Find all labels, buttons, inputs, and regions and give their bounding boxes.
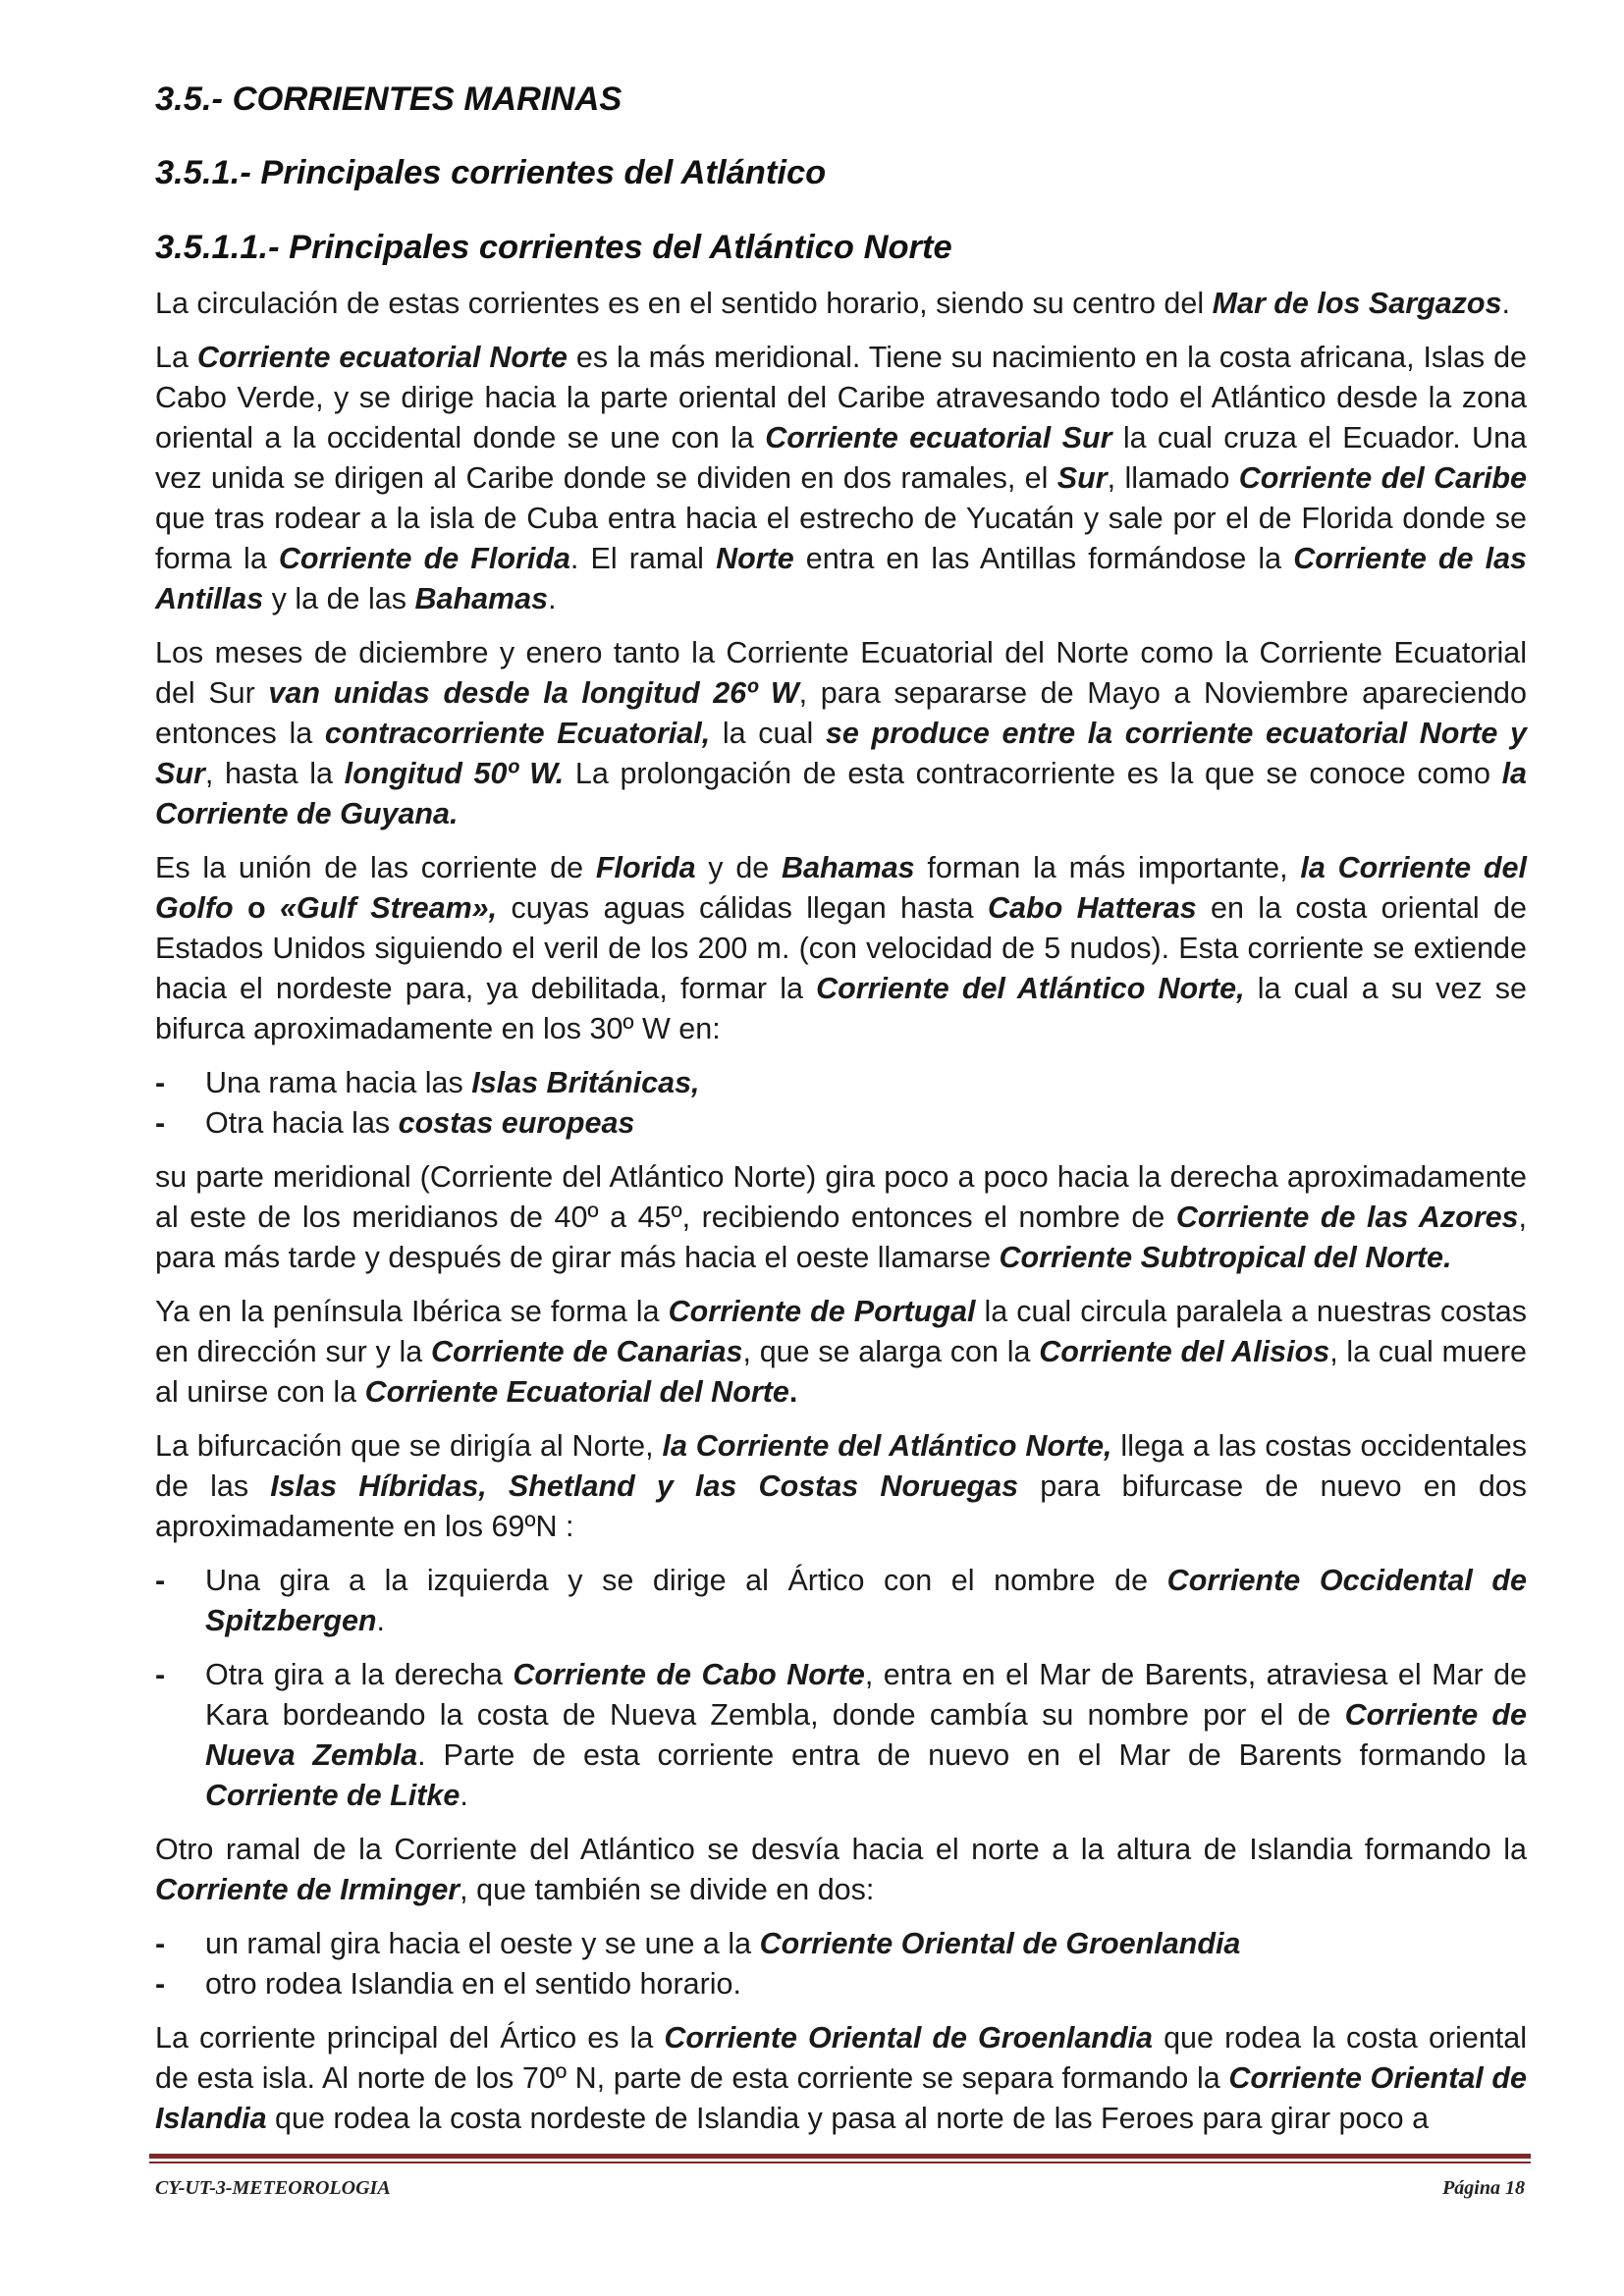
document-page xyxy=(155,77,1527,2153)
branch-list-3 xyxy=(155,1924,1527,2004)
list-item: - otro rodea Islandia en el sentido horario. xyxy=(155,1964,1527,2004)
footer-page-number: Página 18 xyxy=(1442,2177,1525,2199)
footer-document-code: CY-UT-3-METEOROLOGIA xyxy=(155,2177,391,2199)
paragraph-7: La bifurcación que se dirigía al Norte, la Corriente del Atlántico Norte, llega a las costas occidentales de las Islas Híbridas, Shetland y las Costas Noruegas para bifurcase de nuevo en dos aproximadamente en los 69ºN : xyxy=(155,1429,1527,1543)
paragraph-9: La corriente principal del Ártico es la Corriente Oriental de Groenlandia que rodea la costa oriental de esta isla. Al norte de los 70º N, parte de esta corriente se separa formando la Corriente Oriental de Islandia que rodea la costa nordeste de Islandia y pasa al norte de las Feroes para girar poco a xyxy=(155,2021,1527,2135)
paragraph-8: Otro ramal de la Corriente del Atlántico se desvía hacia el norte a la altura de Islandia formando la Corriente de Irminger, que también se divide en dos: xyxy=(155,1833,1527,1906)
paragraph-5: su parte meridional (Corriente del Atlántico Norte) gira poco a poco hacia la derecha aproximadamente al este de los meridianos de 40º a 45º, recibiendo entonces el nombre de Corriente de las Azores, para más tarde y después de girar más hacia el oeste llamarse Corriente Subtropical del Norte. xyxy=(155,1160,1527,1274)
footer-divider-thin xyxy=(149,2162,1531,2163)
section-heading-3-5: 3.5.- CORRIENTES MARINAS xyxy=(155,80,623,118)
branch-list-2 xyxy=(155,1561,1527,1816)
list-item: - Otra hacia las costas europeas xyxy=(155,1103,1527,1144)
list-item: - Una gira a la izquierda y se dirige al Ártico con el nombre de Corriente Occidental de Spitzbergen. xyxy=(155,1561,1527,1641)
paragraph-6: Ya en la península Ibérica se forma la Corriente de Portugal la cual circula paralela a nuestras costas en dirección sur y la Corriente de Canarias, que se alarga con la Corriente del Alisios, la cual muere al unirse con la Corriente Ecuatorial del Norte. xyxy=(155,1295,1528,1409)
section-heading-3-5-1: 3.5.1.- Principales corrientes del Atlántico xyxy=(155,154,827,191)
paragraph-4: Es la unión de las corriente de Florida y de Bahamas forman la más importante, la Corriente del Golfo o «Gulf Stream», cuyas aguas cálidas llegan hasta Cabo Hatteras en la costa oriental de Estados Unidos siguiendo el veril de los 200 m. (con velocidad de 5 nudos). Esta corriente se extiende hacia el nordeste para, ya debilitada, formar la Corriente del Atlántico Norte, la cual a su vez se bifurca aproximadamente en los 30º W en: xyxy=(155,851,1527,1045)
branch-list-1 xyxy=(155,1063,1527,1144)
list-item: - Otra gira a la derecha Corriente de Cabo Norte, entra en el Mar de Barents, atraviesa el Mar de Kara bordeando la costa de Nueva Zembla, donde cambía su nombre por el de Corriente de Nueva Zembla. Parte de esta corriente entra de nuevo en el Mar de Barents formando la Corriente de Litke. xyxy=(155,1655,1527,1816)
list-item: - un ramal gira hacia el oeste y se une a la Corriente Oriental de Groenlandia xyxy=(155,1924,1527,1964)
paragraph-1: La circulación de estas corrientes es en el sentido horario, siendo su centro del Mar de los Sargazos. xyxy=(155,287,1511,320)
section-heading-3-5-1-1: 3.5.1.1.- Principales corrientes del Atlántico Norte xyxy=(155,229,952,266)
paragraph-2: La Corriente ecuatorial Norte es la más meridional. Tiene su nacimiento en la costa africana, Islas de Cabo Verde, y se dirige hacia la parte oriental del Caribe atravesando todo el Atlántico desde la zona oriental a la occidental donde se une con la Corriente ecuatorial Sur la cual cruza el Ecuador. Una vez unida se dirigen al Caribe donde se dividen en dos ramales, el Sur, llamado Corriente del Caribe que tras rodear a la isla de Cuba entra hacia el estrecho de Yucatán y sale por el de Florida donde se forma la Corriente de Florida. El ramal Norte entra en las Antillas formándose la Corriente de las Antillas y la de las Bahamas. xyxy=(155,341,1528,615)
footer-divider-thick xyxy=(149,2154,1531,2159)
list-item: - Una rama hacia las Islas Británicas, xyxy=(155,1063,1527,1103)
paragraph-3: Los meses de diciembre y enero tanto la Corriente Ecuatorial del Norte como la Corriente Ecuatorial del Sur van unidas desde la longitud 26º W, para separarse de Mayo a Noviembre apareciendo entonces la contracorriente Ecuatorial, la cual se produce entre la corriente ecuatorial Norte y Sur, hasta la longitud 50º W. La prolongación de esta contracorriente es la que se conoce como la Corriente de Guyana. xyxy=(155,636,1527,830)
